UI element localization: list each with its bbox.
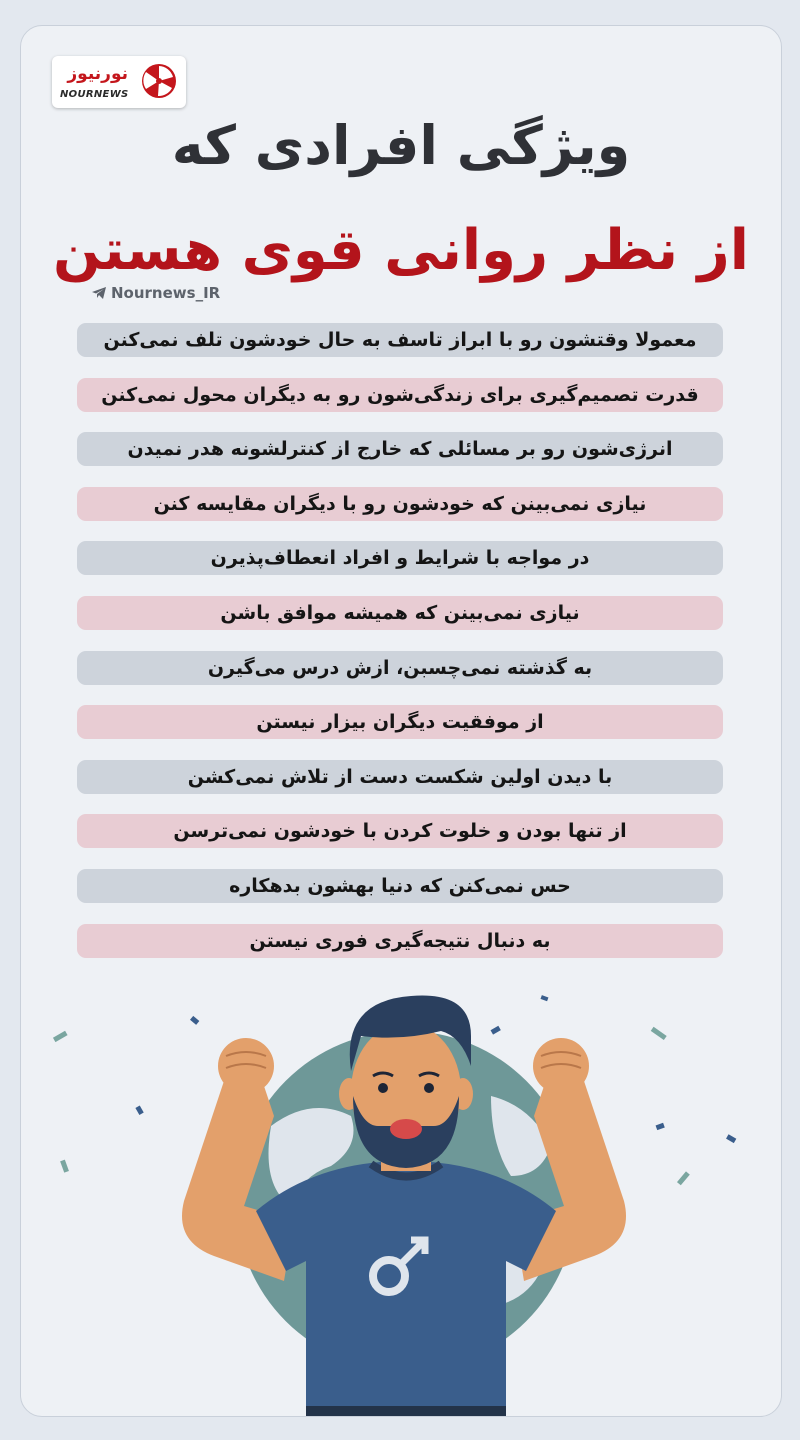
telegram-icon [91,286,107,300]
swirl-icon [140,62,178,100]
list-item: از تنها بودن و خلوت کردن با خودشون نمی‌ترسن [77,814,723,848]
list-item: معمولا وقتشون رو با ابراز تاسف به حال خودشون تلف نمی‌کنن [77,323,723,357]
list-item: از موفقیت دیگران بیزار نیستن [77,705,723,739]
social-handle [91,284,220,302]
brand-name-fa: نورنیوز [67,64,128,84]
list-item: قدرت تصمیم‌گیری برای زندگی‌شون رو به دیگران محول نمی‌کنن [77,378,723,412]
list-item: انرژی‌شون رو بر مسائلی که خارج از کنترلشونه هدر نمیدن [77,432,723,466]
list-item: به دنبال نتیجه‌گیری فوری نیستن [77,924,723,958]
brand-name-en: NOURNEWS [60,89,129,100]
title-line-2: از نظر روانی قوی هستن [53,218,749,283]
strong-man-illustration [21,976,781,1416]
list-item: با دیدن اولین شکست دست از تلاش نمی‌کشن [77,760,723,794]
title-line-1: ویژگی افرادی که [171,114,631,177]
traits-list [77,323,723,978]
list-item: نیازی نمی‌بینن که همیشه موافق باشن [77,596,723,630]
list-item: نیازی نمی‌بینن که خودشون رو با دیگران مقایسه کنن [77,487,723,521]
list-item: در مواجه با شرایط و افراد انعطاف‌پذیرن [77,541,723,575]
infographic-frame [20,25,782,1417]
brand-logo [52,56,186,108]
list-item: به گذشته نمی‌چسبن، ازش درس می‌گیرن [77,651,723,685]
list-item: حس نمی‌کنن که دنیا بهشون بدهکاره [77,869,723,903]
handle-text: Nournews_IR [111,284,221,302]
